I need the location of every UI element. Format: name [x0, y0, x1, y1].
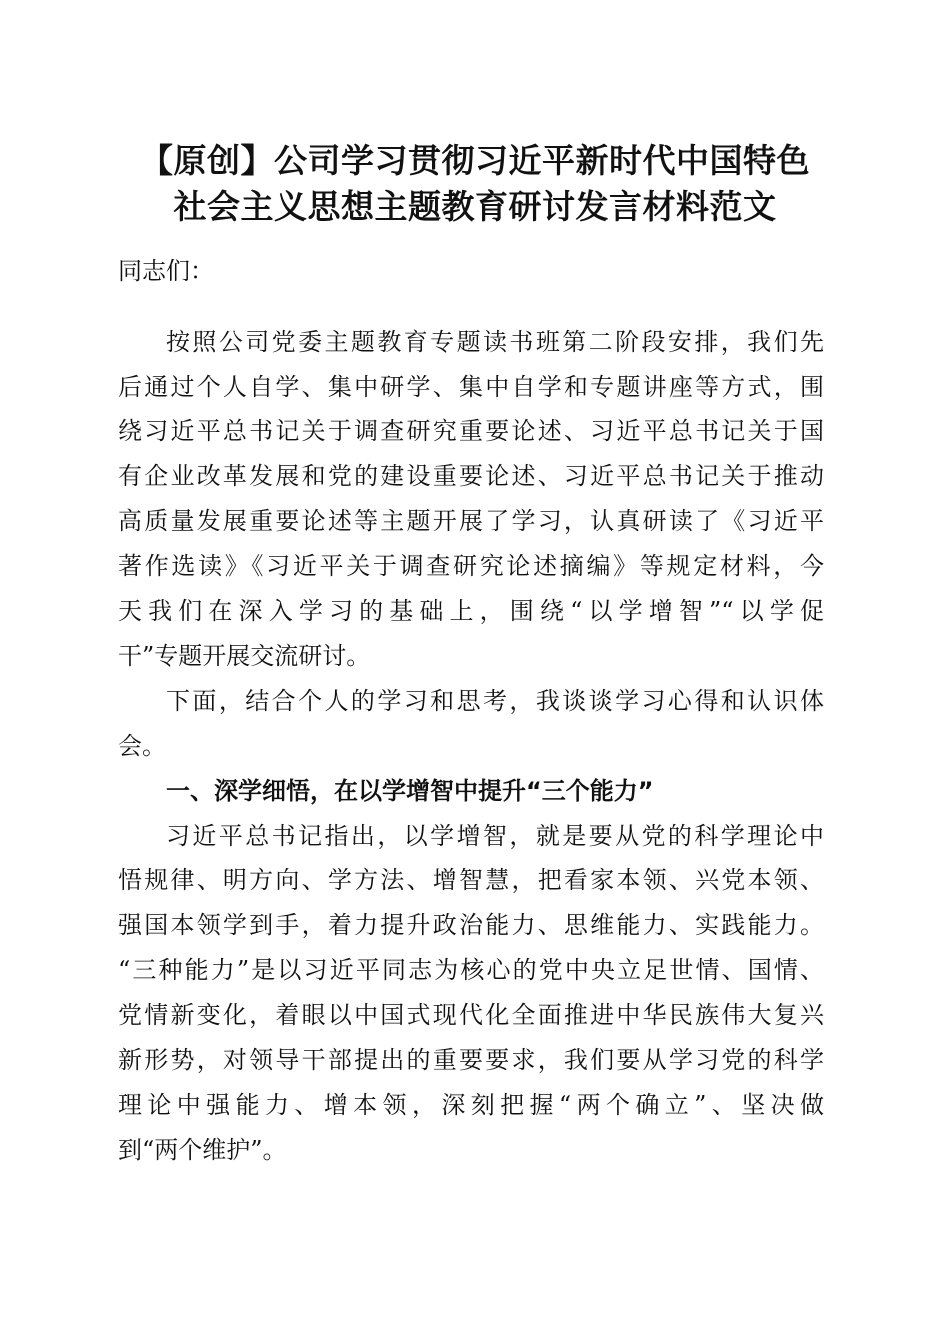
paragraph-3-line-1: 习近平总书记指出，以学增智，就是要从党的科学理论中: [166, 822, 824, 850]
paragraph-3-line-5: 党情新变化，着眼以中国式现代化全面推进中华民族伟大复兴: [118, 1001, 824, 1029]
document-title-line-1: 【原创】公司学习贯彻习近平新时代中国特色: [140, 141, 810, 180]
paragraph-2-line-2: 会。: [118, 732, 166, 760]
section-heading-1: 一、深学细悟，在以学增智中提升“三个能力”: [166, 777, 654, 805]
paragraph-1-line-2: 后通过个人自学、集中研学、集中自学和专题讲座等方式，围: [118, 373, 824, 401]
paragraph-3-line-6: 新形势，对领导干部提出的重要要求，我们要从学习党的科学: [118, 1046, 824, 1074]
paragraph-1-line-1: 按照公司党委主题教育专题读书班第二阶段安排，我们先: [166, 328, 824, 356]
paragraph-1-line-5: 高质量发展重要论述等主题开展了学习，认真研读了《习近平: [118, 507, 824, 535]
document-title-line-2: 社会主义思想主题教育研讨发言材料范文: [173, 187, 777, 226]
paragraph-3-line-8: 到“两个维护”。: [118, 1136, 287, 1164]
paragraph-1-line-3: 绕习近平总书记关于调查研究重要论述、习近平总书记关于国: [118, 417, 824, 445]
paragraph-1-line-6: 著作选读》《习近平关于调查研究论述摘编》等规定材料，今: [118, 552, 824, 580]
paragraph-3-line-2: 悟规律、明方向、学方法、增智慧，把看家本领、兴党本领、: [118, 866, 824, 894]
paragraph-1-line-8: 干”专题开展交流研讨。: [118, 642, 371, 670]
paragraph-1-line-7: 天我们在深入学习的基础上，围绕“以学增智”“以学促: [118, 597, 824, 625]
paragraph-3-line-7: 理论中强能力、增本领，深刻把握“两个确立”、坚决做: [118, 1091, 824, 1119]
paragraph-2-line-1: 下面，结合个人的学习和思考，我谈谈学习心得和认识体: [166, 687, 824, 715]
salutation: 同志们：: [118, 257, 214, 285]
paragraph-1-line-4: 有企业改革发展和党的建设重要论述、习近平总书记关于推动: [118, 462, 824, 490]
paragraph-3-line-3: 强国本领学到手，着力提升政治能力、思维能力、实践能力。: [118, 911, 824, 939]
paragraph-3-line-4: “三种能力”是以习近平同志为核心的党中央立足世情、国情、: [118, 956, 824, 984]
